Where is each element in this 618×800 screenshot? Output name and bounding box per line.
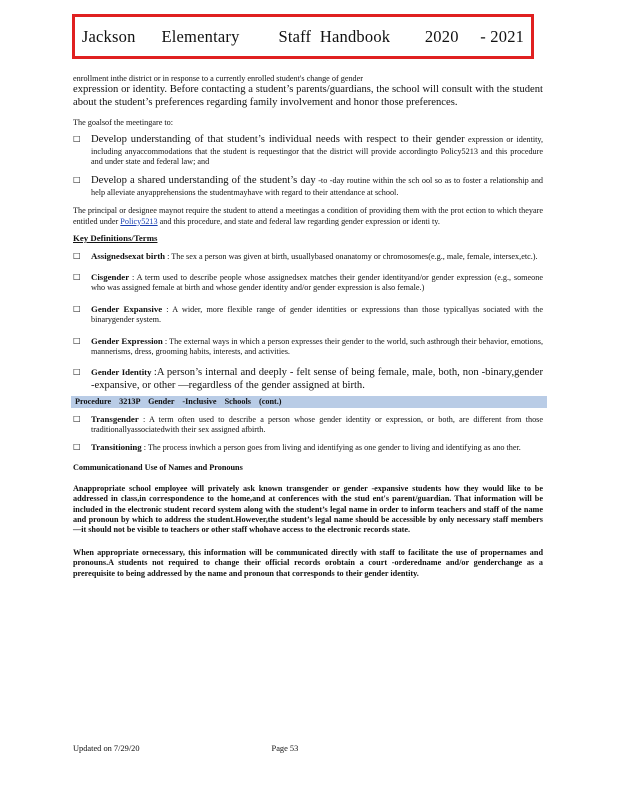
communication-paragraph-2: When appropriate ornecessary, this information will be communicated directly with staff to facilitate the use of propernames and pronouns.A students not required to change their official records orobtain a court -orderedname and/or genderchange as a prerequisite to being addressed by the name and pronoun that corresponds to their gender identity. <box>73 547 543 578</box>
definition-text: :A person’s internal and deeply - felt sense of being female, male, both, non -binary,gender -expansive, or other —regardless of the gender assigned at birth. <box>91 367 544 392</box>
document-body <box>73 74 543 579</box>
goals-intro: The goalsof the meetingare to: <box>73 117 174 127</box>
bullet-icon: □ <box>73 367 81 377</box>
bullet-icon: □ <box>73 335 81 345</box>
bullet-icon: □ <box>73 134 81 143</box>
principal-paragraph <box>73 206 543 227</box>
definition-term: Transitioning <box>91 441 142 452</box>
definition-item <box>73 442 543 453</box>
communication-paragraph-1: Anappropriate school employee will privately ask known transgender or gender -expansive students how they would like to be addressed in class,in correspondence to the home,and at conferences with the stud ent's parent/guardian. That information will be included in the electronic student record system along with the student’s legal name in order to inform teachers and staff of the name and pronoun by which to address the student.However,the student’s legal name should be accessible by only necessary staff members —it should not be visible to teachers or other staff whohave access to the electronic records state. <box>73 483 543 535</box>
procedure-banner <box>71 396 547 408</box>
definition-item <box>73 304 543 326</box>
page-number: Page 53 <box>271 744 299 753</box>
bullet-icon: □ <box>73 441 81 451</box>
principal-text-before: The principal or designee maynot require the student to attend a meetingas a condition of providing them with the prot ection to which theyare entitled under <box>73 206 543 226</box>
definitions-heading: Key Definitions/Terms <box>73 233 158 244</box>
title-year1: 2020 <box>424 26 459 46</box>
definition-term: Transgender <box>91 414 139 425</box>
banner-word3: Schools <box>224 396 251 406</box>
definition-text: : A term used to describe people whose assignedsex matches their gender identityand/or gender expression (e.g., someone who was assigned female at birth and whose gender identity and/or gender expression is also female.) <box>91 273 543 293</box>
intro-line2: expression or identity. Before contacting a student’s parents/guardians, the school will consult with the student about the student’s preferences regarding family involvement and honor those preferences. <box>73 84 543 108</box>
title-word3: Staff <box>278 26 312 46</box>
banner-word2: -Inclusive <box>182 396 217 406</box>
definition-term: Gender Identity <box>91 367 152 378</box>
definition-text: : The process inwhich a person goes from living and identifying as one gender to living and identifying as ano ther. <box>143 442 521 452</box>
bullet-icon: □ <box>73 250 81 260</box>
definition-item <box>73 367 543 392</box>
definition-term: Cisgender <box>91 272 130 283</box>
intro-line1: enrollment inthe district or in response to a currently enrolled student's change of gender <box>73 74 363 83</box>
goal-rest: -to -day routine within the sch ool so as to foster a relationship and help alleviate anyapprehensions the studentmayhave with regard to their attendance at school. <box>91 176 544 197</box>
banner-word1: Gender <box>148 396 175 406</box>
goal-item <box>73 134 543 167</box>
definition-text: : The external ways in which a person expresses their gender to the world, such asthrough their behavior, emotions, mannerisms, dress, grooming habits, interests, and activities. <box>91 336 544 357</box>
title-school: Jackson <box>81 26 136 46</box>
title-year2: - 2021 <box>480 26 525 46</box>
definition-item <box>73 336 543 358</box>
definition-item <box>73 414 543 436</box>
bullet-icon: □ <box>73 303 81 313</box>
page-footer <box>73 744 543 753</box>
bullet-icon: □ <box>73 175 81 185</box>
definition-term: Gender Expansive <box>91 303 163 314</box>
policy-link[interactable]: Policy5213 <box>120 216 158 226</box>
goal-lead: Develop understanding of that student’s individual needs with respect to their gender <box>91 134 465 145</box>
banner-word4: (cont.) <box>259 396 282 406</box>
banner-code: 3213P <box>119 396 141 406</box>
goal-item <box>73 175 543 198</box>
banner-procedure: Procedure <box>75 396 112 406</box>
goal-lead: Develop a shared understanding of the student’s day <box>91 175 316 187</box>
definition-item <box>73 272 543 294</box>
definition-text: : A wider, more flexible range of gender identities or expressions than those typicallyas sociated with the binarygender system. <box>91 304 543 325</box>
bullet-icon: □ <box>73 414 81 424</box>
definition-text: : The sex a person was given at birth, usuallybased onanatomy or chromosomes(e.g., male, female, intersex,etc.). <box>167 251 538 261</box>
handbook-title-box <box>72 14 534 59</box>
communication-heading: Communicationand Use of Names and Pronouns <box>73 463 243 473</box>
principal-text-after: and this procedure, and state and federal law regarding gender expression or identi ty. <box>159 216 440 226</box>
definition-term: Assignedsexat birth <box>91 250 166 261</box>
title-word4: Handbook <box>319 26 391 46</box>
goal-rest: expression or identity, including anyaccommodations that the student is requestingor that the district will provide accordingto Policy5213 and this procedure and under state and federal law; and <box>91 135 543 166</box>
title-word2: Elementary <box>161 26 240 46</box>
definition-item <box>73 251 543 262</box>
definition-text: : A term often used to describe a person whose gender identity or expression, or both, are different from those traditionallyassociatedwith their sex assigned afbirth. <box>91 415 543 435</box>
bullet-icon: □ <box>73 272 81 282</box>
definition-term: Gender Expression <box>91 335 163 346</box>
updated-date: Updated on 7/29/20 <box>73 744 140 753</box>
